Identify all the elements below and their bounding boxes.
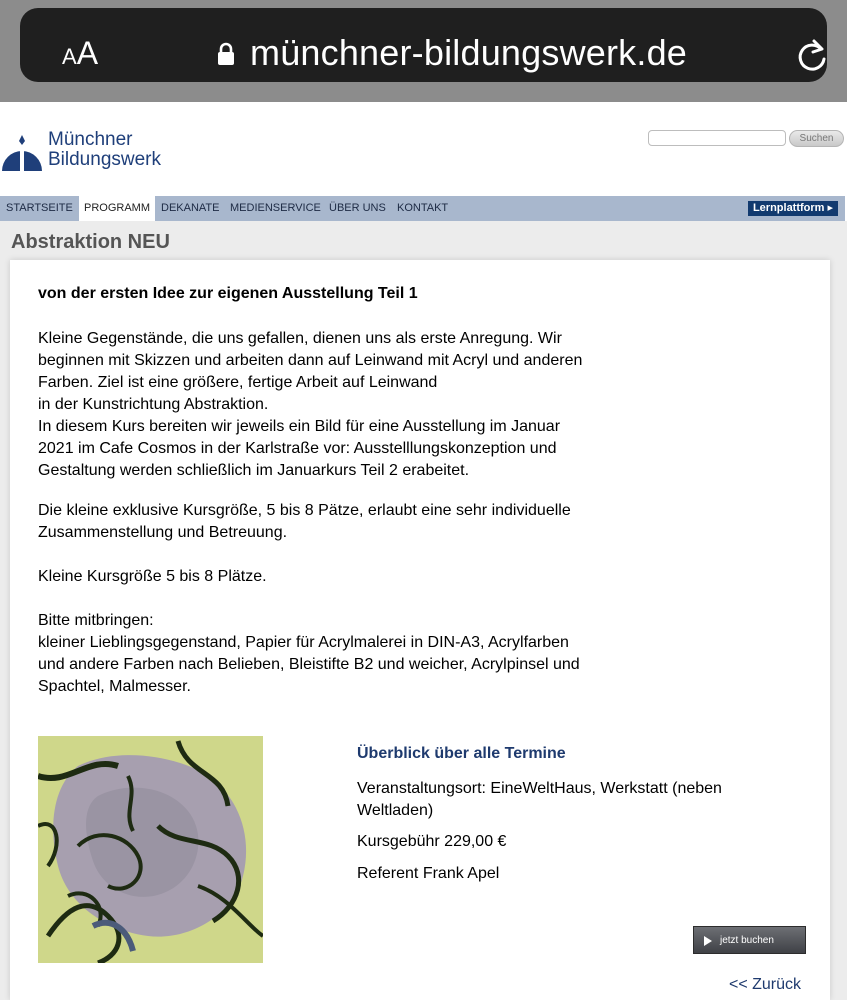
search-button[interactable]: Suchen [789, 130, 844, 147]
description-paragraph-1 [38, 328, 638, 482]
lernplattform-button[interactable]: Lernplattform ▸ [748, 201, 838, 216]
aa-big-glyph: A [76, 35, 99, 71]
text-size-button[interactable] [62, 35, 98, 72]
description-paragraph-3: Kleine Kursgröße 5 bis 8 Plätze. [38, 568, 267, 585]
page-title: Abstraktion NEU [11, 231, 170, 253]
site-header [0, 102, 847, 196]
lock-icon [216, 42, 236, 66]
text-line: Kleine Gegenstände, die uns gefallen, dienen uns als erste Anregung. Wir [38, 330, 562, 347]
text-line: beginnen mit Skizzen und arbeiten dann auf Leinwand mit Acryl und anderen [38, 352, 583, 369]
nav-item-programm[interactable]: PROGRAMM [79, 196, 155, 221]
book-now-label: jetzt buchen [720, 935, 774, 946]
materials-paragraph [38, 610, 638, 698]
logo-line1: Münchner [48, 129, 133, 150]
text-line: Bitte mitbringen: [38, 612, 154, 629]
text-line: in der Kunstrichtung Abstraktion. [38, 396, 269, 413]
text-line: Farben. Ziel ist eine größere, fertige Arbeit auf Leinwand [38, 374, 438, 391]
aa-small-glyph: A [62, 44, 77, 69]
venue-info [357, 778, 777, 822]
main-nav [0, 196, 845, 221]
termine-overview-link[interactable]: Überblick über alle Termine [357, 745, 566, 762]
text-line: Die kleine exklusive Kursgröße, 5 bis 8 Pätze, erlaubt eine sehr individuelle [38, 502, 571, 519]
text-line: Zusammenstellung und Betreuung. [38, 524, 288, 541]
text-line: Gestaltung werden schließlich im Januarkurs Teil 2 erabeitet. [38, 462, 470, 479]
venue-line: Weltladen) [357, 802, 434, 819]
nav-item-ueber-uns[interactable]: ÜBER UNS [329, 202, 386, 214]
course-subtitle: von der ersten Idee zur eigenen Ausstellung Teil 1 [38, 285, 418, 302]
play-icon [704, 936, 712, 946]
url-text: münchner-bildungswerk.de [250, 32, 688, 73]
search-input[interactable] [648, 130, 786, 146]
text-line: und andere Farben nach Belieben, Bleistifte B2 und weicher, Acrylpinsel und [38, 656, 580, 673]
text-line: kleiner Lieblingsgegenstand, Papier für Acrylmalerei in DIN-A3, Acrylfarben [38, 634, 569, 651]
text-line: 2021 im Cafe Cosmos in der Karlstraße vor: Ausstelllungskonzeption und [38, 440, 557, 457]
address-bar[interactable] [20, 8, 827, 82]
course-referent: Referent Frank Apel [357, 865, 500, 882]
reload-icon[interactable] [794, 35, 830, 75]
course-fee: Kursgebühr 229,00 € [357, 833, 507, 850]
back-link[interactable]: << Zurück [729, 976, 802, 993]
nav-item-kontakt[interactable]: KONTAKT [397, 202, 449, 214]
text-line: In diesem Kurs bereiten wir jeweils ein Bild für eine Ausstellung im Januar [38, 418, 561, 435]
logo-text[interactable] [48, 130, 161, 170]
venue-line: Veranstaltungsort: EineWeltHaus, Werkstatt (neben [357, 780, 722, 797]
browser-toolbar [0, 0, 847, 102]
logo-line2: Bildungswerk [48, 149, 161, 170]
course-artwork-image [38, 736, 263, 963]
nav-item-medienservice[interactable]: MEDIENSERVICE [230, 202, 321, 214]
text-line: Spachtel, Malmesser. [38, 678, 191, 695]
book-now-button[interactable] [693, 926, 806, 954]
nav-item-dekanate[interactable]: DEKANATE [161, 202, 220, 214]
description-paragraph-2 [38, 500, 638, 544]
nav-item-startseite[interactable]: STARTSEITE [6, 202, 73, 214]
